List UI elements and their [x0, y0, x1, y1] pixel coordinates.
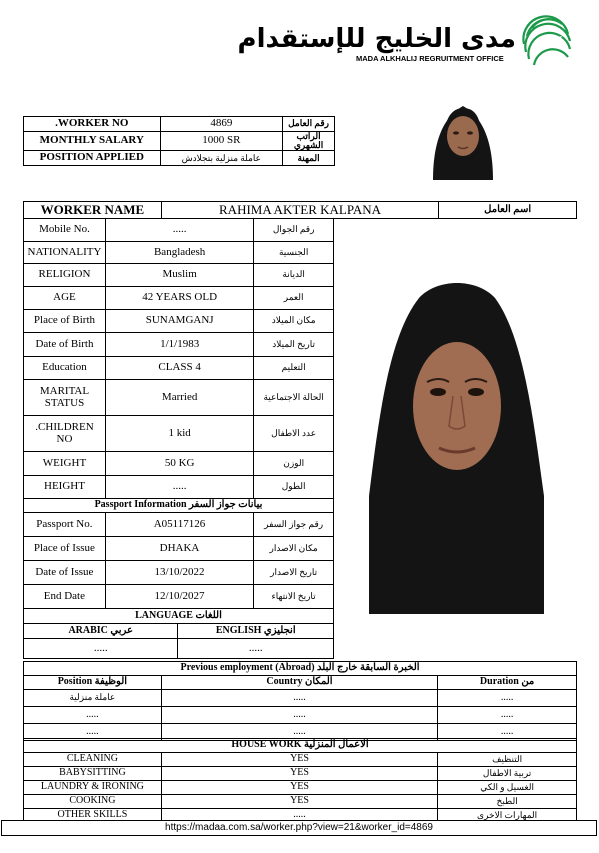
employment-duration: ..... [438, 724, 577, 741]
weight-value: 50 KG [105, 452, 253, 476]
passport-title: Passport Information بيانات جواز السفر [24, 499, 334, 513]
religion-label-ar: الديانة [254, 264, 334, 287]
table-row [24, 452, 334, 476]
education-label-ar: التعليم [254, 357, 334, 380]
date-of-birth-label-ar: تاريخ الميلاد [254, 333, 334, 357]
nationality-label-ar: الجنسية [254, 242, 334, 264]
table-row [24, 242, 334, 264]
duration-header: Duration من [438, 676, 577, 690]
table-row [24, 499, 334, 513]
date-of-issue-label-ar: تاريخ الاصدار [254, 561, 334, 585]
worker-no-label-ar: رقم العامل [283, 117, 335, 132]
other-skills-label: OTHER SKILLS [24, 809, 162, 823]
table-row [24, 624, 334, 639]
employment-country: ..... [161, 724, 437, 741]
date-of-birth-label: Date of Birth [24, 333, 106, 357]
position-applied-value: عاملة منزلية بتجلادش [160, 151, 283, 166]
table-row [24, 707, 577, 724]
monthly-salary-label-ar: الراتب الشهري [283, 131, 335, 151]
worker-name-value: RAHIMA AKTER KALPANA [161, 202, 438, 219]
place-of-birth-label: Place of Birth [24, 310, 106, 333]
passport-no-label-ar: رقم جواز السفر [254, 513, 334, 537]
position-applied-label: POSITION APPLIED [24, 151, 161, 166]
cooking-label-ar: الطبخ [438, 795, 577, 809]
laundry-label: LAUNDRY & IRONING [24, 781, 162, 795]
table-row [24, 357, 334, 380]
employment-duration: ..... [438, 707, 577, 724]
education-label: Education [24, 357, 106, 380]
worker-no-value: 4869 [160, 117, 283, 132]
table-row [24, 131, 335, 151]
table-row [24, 639, 334, 659]
table-row [24, 476, 334, 499]
end-date-value: 12/10/2027 [105, 585, 253, 609]
personal-details-table [23, 218, 334, 499]
worker-photo-small [411, 96, 516, 180]
laundry-value: YES [161, 781, 437, 795]
table-row [24, 310, 334, 333]
table-row [24, 202, 577, 219]
children-label: .CHILDREN NO [24, 416, 106, 452]
table-row [24, 333, 334, 357]
cleaning-value: YES [161, 753, 437, 767]
language-english-label: ENGLISH انجليزي [178, 624, 334, 639]
previous-employment-table [23, 661, 577, 741]
place-of-issue-value: DHAKA [105, 537, 253, 561]
other-skills-value: ..... [161, 809, 437, 823]
laundry-label-ar: الغسيل و الكي [438, 781, 577, 795]
table-row [24, 690, 577, 707]
table-row [24, 380, 334, 416]
marital-status-label: MARITAL STATUS [24, 380, 106, 416]
cooking-label: COOKING [24, 795, 162, 809]
worker-name-table [23, 201, 577, 219]
employment-country: ..... [161, 707, 437, 724]
position-header: Position الوظيفة [24, 676, 162, 690]
nationality-value: Bangladesh [105, 242, 253, 264]
house-work-table [23, 738, 577, 823]
previous-employment-title: Previous employment (Abroad) الخبرة السابقة خارج البلد [24, 662, 577, 676]
employment-position: ..... [24, 724, 162, 741]
mobile-value: ..... [105, 219, 253, 242]
end-date-label-ar: تاريخ الانتهاء [254, 585, 334, 609]
cooking-value: YES [161, 795, 437, 809]
table-row [24, 585, 334, 609]
marital-status-value: Married [105, 380, 253, 416]
table-row [24, 117, 335, 132]
weight-label: WEIGHT [24, 452, 106, 476]
monthly-salary-value: 1000 SR [160, 131, 283, 151]
table-row [24, 561, 334, 585]
height-label: HEIGHT [24, 476, 106, 499]
table-row [24, 739, 577, 753]
age-label-ar: العمر [254, 287, 334, 310]
place-of-issue-label-ar: مكان الاصدار [254, 537, 334, 561]
table-row [24, 537, 334, 561]
table-row [24, 676, 577, 690]
language-english-value: ..... [178, 639, 334, 659]
header-info-table [23, 116, 335, 166]
table-row [24, 795, 577, 809]
height-label-ar: الطول [254, 476, 334, 499]
passport-table [23, 498, 334, 609]
employment-duration: ..... [438, 690, 577, 707]
monthly-salary-label: MONTHLY SALARY [24, 131, 161, 151]
logo-english-name: MADA ALKHALIJ REGRUITMENT OFFICE [356, 54, 504, 63]
mobile-label: Mobile No. [24, 219, 106, 242]
language-arabic-label: ARABIC عربي [24, 624, 178, 639]
employment-country: ..... [161, 690, 437, 707]
babysitting-label: BABYSITTING [24, 767, 162, 781]
other-skills-label-ar: المهارات الاخرى [438, 809, 577, 823]
babysitting-value: YES [161, 767, 437, 781]
place-of-issue-label: Place of Issue [24, 537, 106, 561]
date-of-issue-label: Date of Issue [24, 561, 106, 585]
language-arabic-value: ..... [24, 639, 178, 659]
religion-label: RELIGION [24, 264, 106, 287]
table-row [24, 767, 577, 781]
cleaning-label-ar: التنظيف [438, 753, 577, 767]
age-label: AGE [24, 287, 106, 310]
end-date-label: End Date [24, 585, 106, 609]
logo-leaf-icon [518, 14, 574, 70]
passport-no-value: A05117126 [105, 513, 253, 537]
table-row [24, 416, 334, 452]
company-logo [237, 14, 574, 72]
babysitting-label-ar: تربية الاطفال [438, 767, 577, 781]
nationality-label: NATIONALITY [24, 242, 106, 264]
passport-no-label: Passport No. [24, 513, 106, 537]
position-applied-label-ar: المهنة [283, 151, 335, 166]
employment-position: ..... [24, 707, 162, 724]
table-row [24, 609, 334, 624]
language-title: LANGUAGE اللغات [24, 609, 334, 624]
worker-photo-large [369, 266, 544, 614]
table-row [24, 781, 577, 795]
country-header: Country المكان [161, 676, 437, 690]
table-row [24, 219, 334, 242]
table-row [24, 513, 334, 537]
date-of-birth-value: 1/1/1983 [105, 333, 253, 357]
religion-value: Muslim [105, 264, 253, 287]
table-row [24, 662, 577, 676]
weight-label-ar: الوزن [254, 452, 334, 476]
table-row [24, 753, 577, 767]
table-row [24, 151, 335, 166]
logo-arabic-name: مدى الخليج للإستقدام [237, 24, 516, 54]
house-work-title: HOUSE WORK الاعمال المنزلية [24, 739, 577, 753]
cleaning-label: CLEANING [24, 753, 162, 767]
employment-position: عاملة منزلية [24, 690, 162, 707]
worker-name-label-ar: اسم العامل [439, 202, 577, 219]
table-row [24, 264, 334, 287]
education-value: CLASS 4 [105, 357, 253, 380]
place-of-birth-value: SUNAMGANJ [105, 310, 253, 333]
place-of-birth-label-ar: مكان الميلاد [254, 310, 334, 333]
worker-no-label: .WORKER NO [24, 117, 161, 132]
children-label-ar: عدد الاطفال [254, 416, 334, 452]
height-value: ..... [105, 476, 253, 499]
table-row [24, 287, 334, 310]
marital-status-label-ar: الحالة الاجتماعية [254, 380, 334, 416]
footer-url[interactable]: https://madaa.com.sa/worker.php?view=21&worker_id=4869 [1, 820, 597, 836]
date-of-issue-value: 13/10/2022 [105, 561, 253, 585]
age-value: 42 YEARS OLD [105, 287, 253, 310]
children-value: 1 kid [105, 416, 253, 452]
mobile-label-ar: رقم الجوال [254, 219, 334, 242]
language-table [23, 608, 334, 659]
worker-name-label: WORKER NAME [24, 202, 162, 219]
